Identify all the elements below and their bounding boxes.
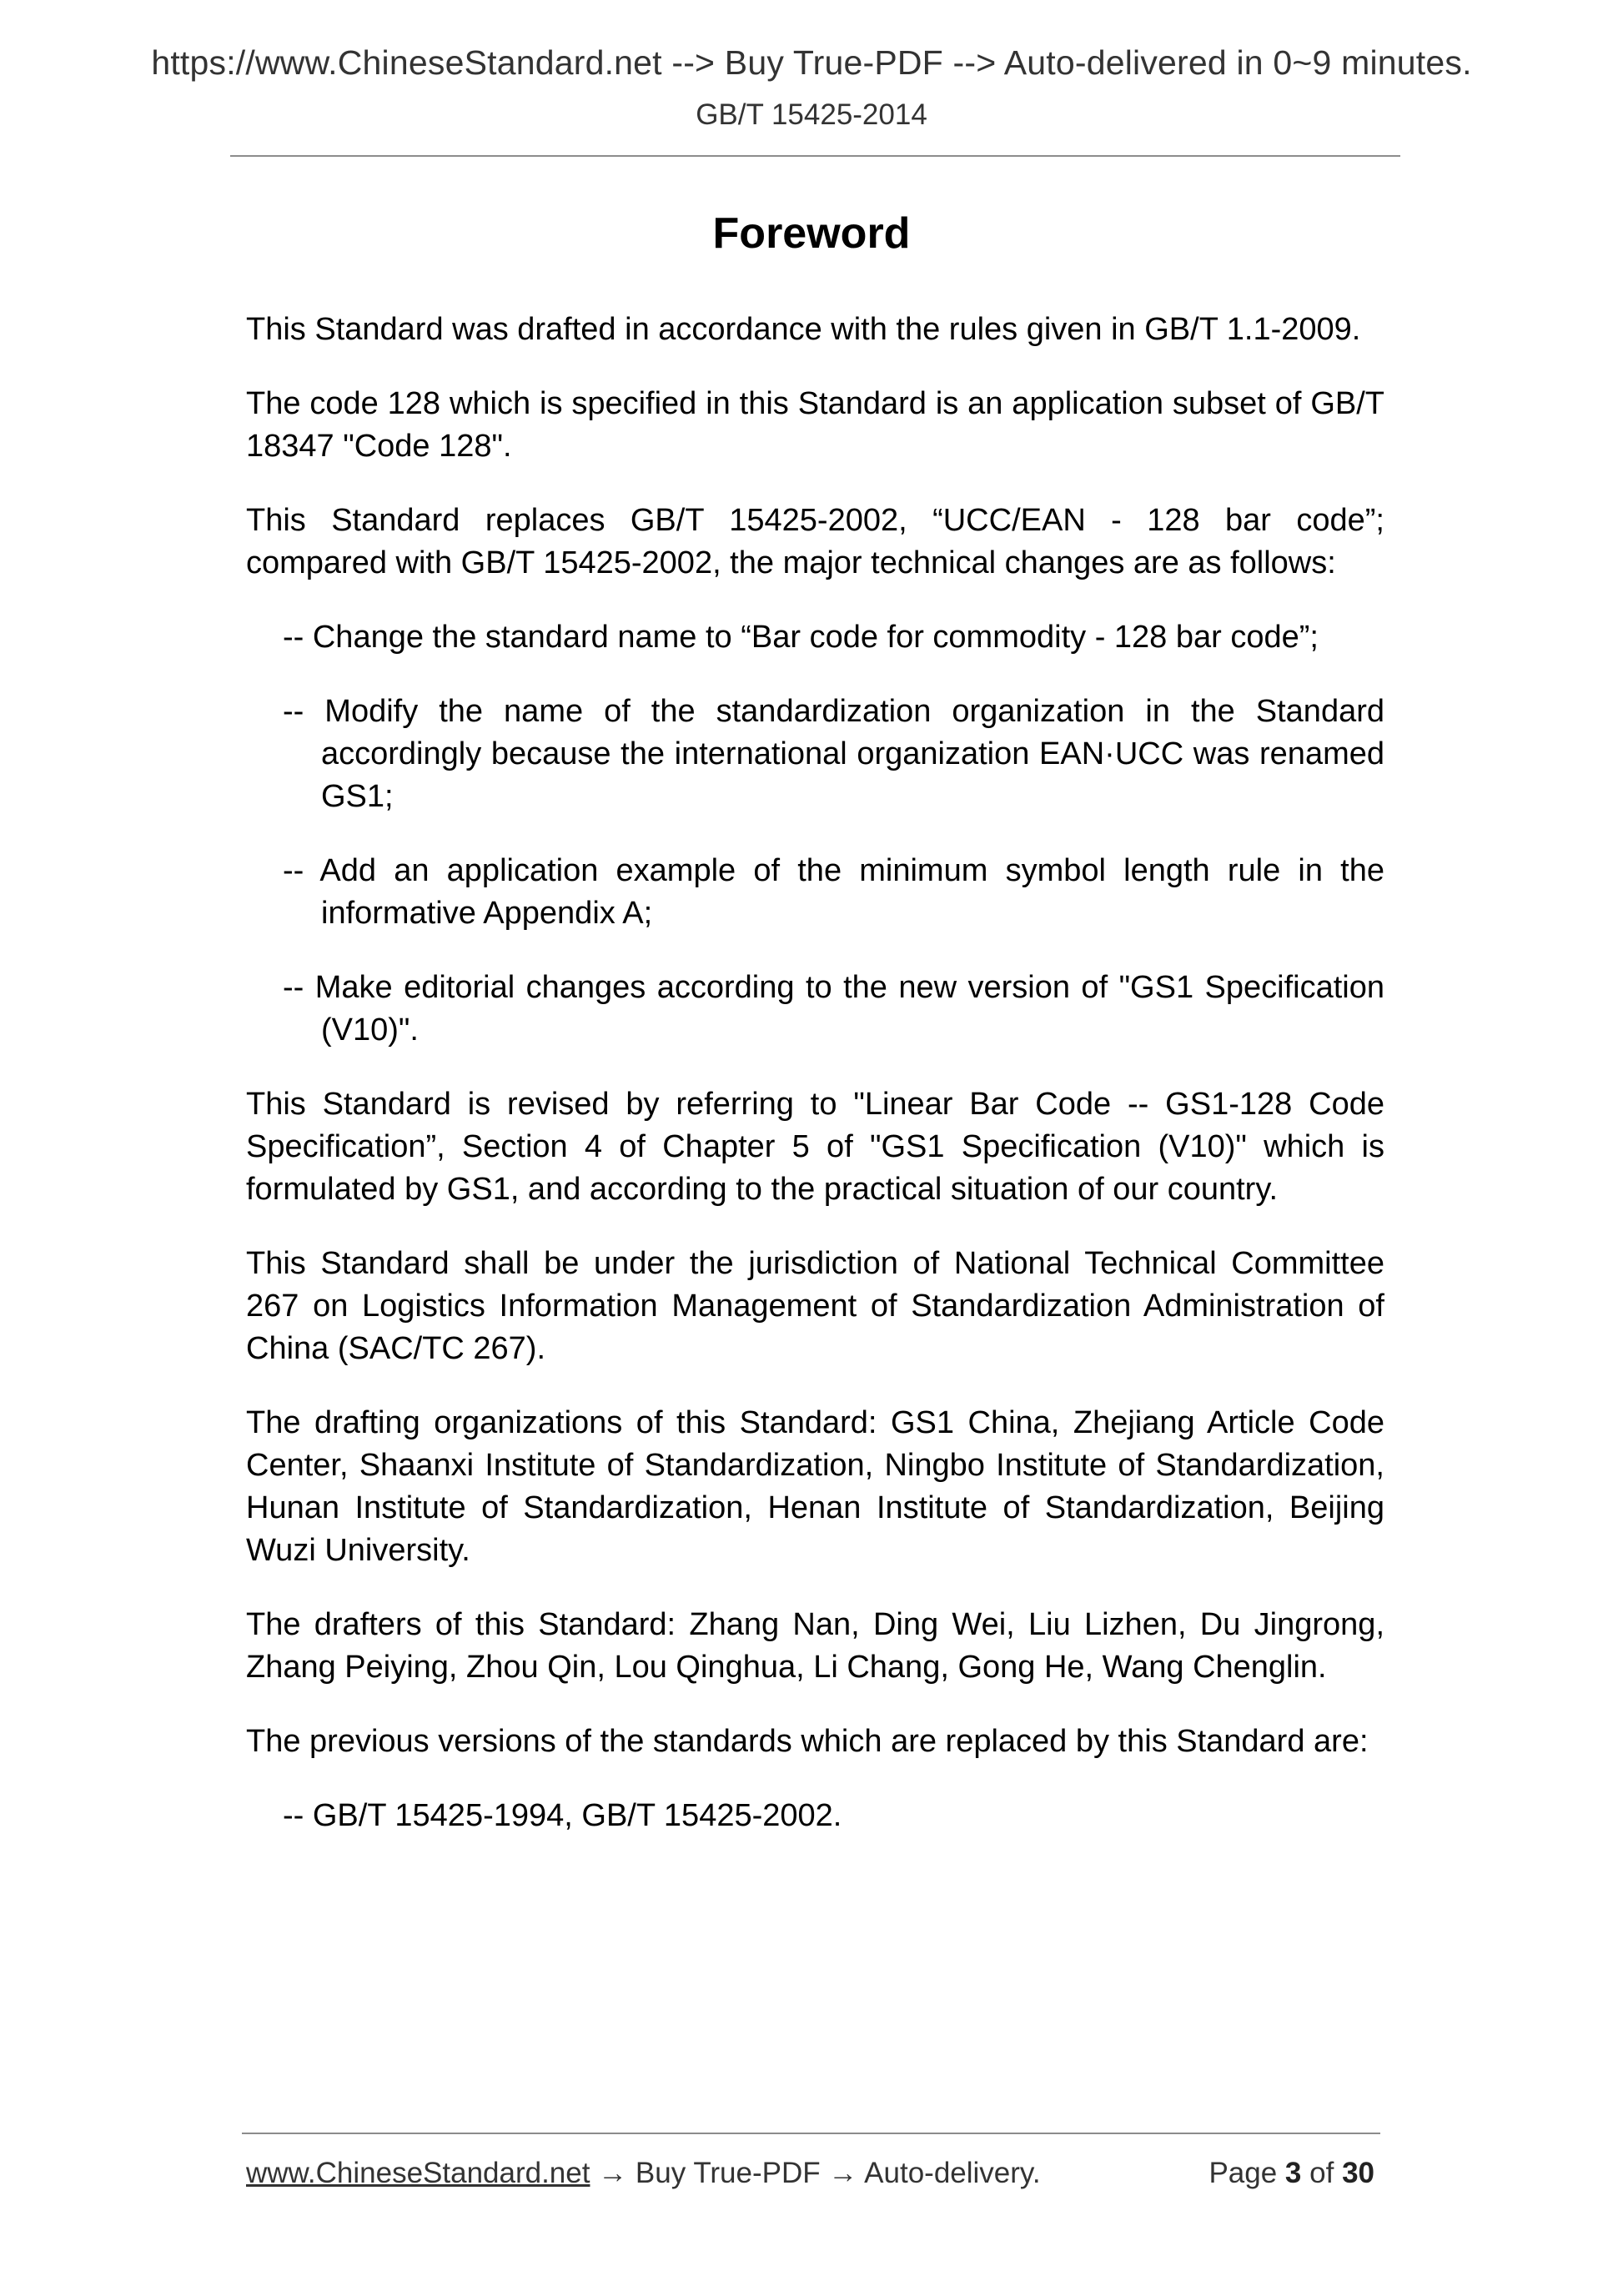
paragraph: This Standard is revised by referring to "Linear Bar Code -- GS1-128 Code Specification”, Section 4 of Chapter 5 of "GS1 Specification (V10)" which is formulated by GS1, and according to the practical situation of our country. — [246, 1087, 1384, 1207]
paragraph: The code 128 which is specified in this Standard is an application subset of GB/T 18347 "Code 128". — [246, 386, 1384, 464]
bullet-item: -- Add an application example of the minimum symbol length rule in the informative Appendix A; — [283, 853, 1384, 931]
document-code: GB/T 15425-2014 — [696, 98, 927, 131]
page-indicator — [1208, 2157, 1374, 2190]
paragraph: The drafting organizations of this Standard: GS1 China, Zhejiang Article Code Center, Shaanxi Institute of Standardization, Ningbo Institute of Standardization, Hunan Institute of Standardization, Henan Institute of Standardization, Beijing Wuzi University. — [246, 1405, 1384, 1568]
bullet-item: -- Modify the name of the standardization organization in the Standard accordingly because the international organization EAN·UCC was renamed GS1; — [283, 694, 1384, 814]
paragraph: The drafters of this Standard: Zhang Nan, Ding Wei, Liu Lizhen, Du Jingrong, Zhang Peiying, Zhou Qin, Lou Qinghua, Li Chang, Gong He, Wang Chenglin. — [246, 1607, 1384, 1685]
header-divider — [230, 155, 1400, 157]
footer-left — [246, 2157, 1041, 2190]
bullet-item: -- GB/T 15425-1994, GB/T 15425-2002. — [283, 1798, 842, 1833]
bullet-item: -- Change the standard name to “Bar code for commodity - 128 bar code”; — [283, 620, 1319, 655]
paragraph: This Standard was drafted in accordance with the rules given in GB/T 1.1-2009. — [246, 312, 1361, 347]
page-number: 3 — [1284, 2157, 1302, 2189]
paragraph: This Standard shall be under the jurisdiction of National Technical Committee 267 on Logistics Information Management of Standardization Administration of China (SAC/TC 267). — [246, 1246, 1384, 1366]
page-title: Foreword — [712, 209, 911, 258]
paragraph: The previous versions of the standards which are replaced by this Standard are: — [246, 1724, 1369, 1759]
page-word: Page — [1208, 2157, 1278, 2189]
total-pages: 30 — [1342, 2157, 1374, 2189]
header-banner: https://www.ChineseStandard.net --> Buy True-PDF --> Auto-delivered in 0~9 minutes. — [151, 43, 1472, 82]
footer-site-link[interactable]: www.ChineseStandard.net — [246, 2157, 590, 2189]
of-word: of — [1309, 2157, 1334, 2189]
footer-tagline: → Buy True-PDF → Auto-delivery. — [590, 2157, 1041, 2189]
footer-divider — [242, 2133, 1380, 2134]
paragraph: This Standard replaces GB/T 15425-2002, “UCC/EAN - 128 bar code”; compared with GB/T 15425-2002, the major technical changes are as follows: — [246, 503, 1384, 580]
foreword-body — [246, 309, 1384, 1869]
bullet-item: -- Make editorial changes according to the new version of "GS1 Specification (V10)". — [283, 970, 1384, 1048]
